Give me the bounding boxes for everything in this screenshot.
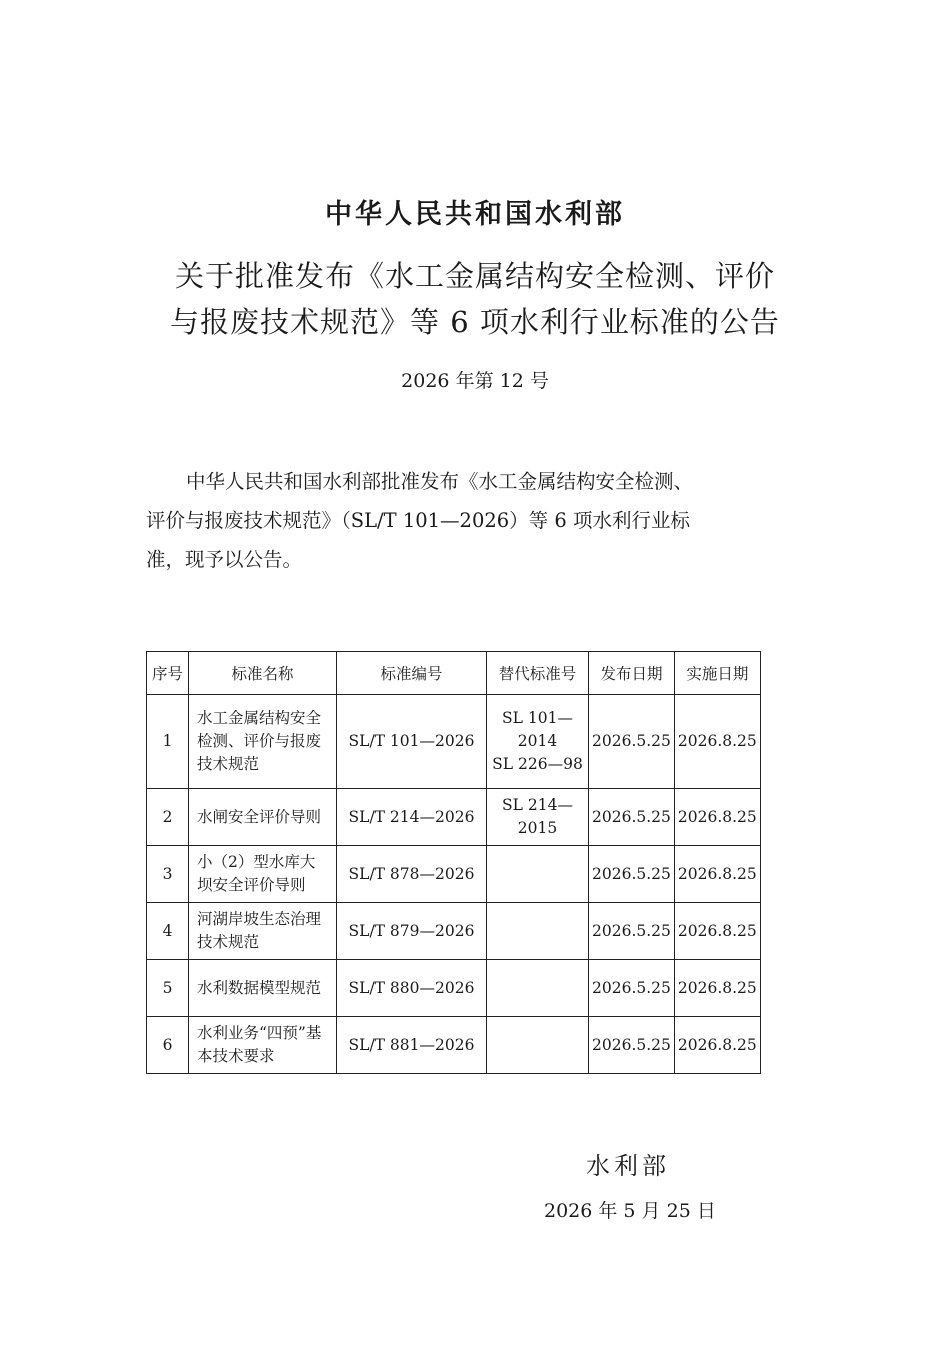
- replaced-standard: [487, 846, 589, 903]
- document-title-line-1: 关于批准发布《水工金属结构安全检测、评价: [174, 259, 775, 293]
- signature-date: 2026 年 5 月 25 日: [544, 1200, 716, 1222]
- table-row: [147, 960, 761, 1017]
- replaced-standard-1: SL 101—2014: [502, 709, 573, 750]
- publish-date: 2026.5.25: [589, 789, 675, 846]
- implement-date: 2026.8.25: [674, 903, 760, 960]
- header-replaced-standard: 替代标准号: [487, 652, 589, 695]
- implement-date: 2026.8.25: [674, 960, 760, 1017]
- standards-table: [146, 651, 761, 1074]
- header-serial-number: 序号: [147, 652, 189, 695]
- standard-name: 水工金属结构安全检测、评价与报废技术规范: [189, 695, 337, 789]
- header-standard-code: 标准编号: [337, 652, 487, 695]
- table-row: [147, 903, 761, 960]
- serial-number: 1: [147, 695, 189, 789]
- table-row: [147, 789, 761, 846]
- serial-number: 2: [147, 789, 189, 846]
- serial-number: 6: [147, 1017, 189, 1074]
- implement-date: 2026.8.25: [674, 1017, 760, 1074]
- implement-date: 2026.8.25: [674, 695, 760, 789]
- replaced-standard: [487, 1017, 589, 1074]
- standard-name: 水利业务“四预”基本技术要求: [189, 1017, 337, 1074]
- standard-name: 小（2）型水库大坝安全评价导则: [189, 846, 337, 903]
- standard-name: 水闸安全评价导则: [189, 789, 337, 846]
- standard-code: SL/T 881—2026: [337, 1017, 487, 1074]
- serial-number: 5: [147, 960, 189, 1017]
- implement-date: 2026.8.25: [674, 789, 760, 846]
- serial-number: 3: [147, 846, 189, 903]
- publish-date: 2026.5.25: [589, 1017, 675, 1074]
- standard-name: 河湖岸坡生态治理技术规范: [189, 903, 337, 960]
- standard-code: SL/T 878—2026: [337, 846, 487, 903]
- issuer-name: 中华人民共和国水利部: [325, 199, 625, 230]
- table-header-row: [147, 652, 761, 695]
- serial-number: 4: [147, 903, 189, 960]
- publish-date: 2026.5.25: [589, 695, 675, 789]
- replaced-standard: [487, 695, 589, 789]
- standard-code: SL/T 101—2026: [337, 695, 487, 789]
- replaced-standard: SL 214—2015: [487, 789, 589, 846]
- header-standard-name: 标准名称: [189, 652, 337, 695]
- standard-code: SL/T 880—2026: [337, 960, 487, 1017]
- header-implement-date: 实施日期: [674, 652, 760, 695]
- replaced-standard: [487, 960, 589, 1017]
- body-text-line-1: 中华人民共和国水利部批准发布《水工金属结构安全检测、: [186, 470, 694, 493]
- table-row: [147, 1017, 761, 1074]
- replaced-standard-2: SL 226—98: [492, 755, 583, 773]
- signature-organization: 水利部: [586, 1152, 670, 1180]
- publish-date: 2026.5.25: [589, 846, 675, 903]
- publish-date: 2026.5.25: [589, 903, 675, 960]
- body-text-line-2: 评价与报废技术规范》（SL/T 101—2026）等 6 项水利行业标: [146, 509, 690, 532]
- implement-date: 2026.8.25: [674, 846, 760, 903]
- publish-date: 2026.5.25: [589, 960, 675, 1017]
- standard-name: 水利数据模型规范: [189, 960, 337, 1017]
- standard-code: SL/T 214—2026: [337, 789, 487, 846]
- document-number: 2026 年第 12 号: [401, 370, 549, 392]
- body-text-line-3: 准，现予以公告。: [146, 548, 303, 571]
- document-title-line-2: 与报废技术规范》等 6 项水利行业标准的公告: [170, 305, 780, 339]
- table-row: [147, 846, 761, 903]
- standard-code: SL/T 879—2026: [337, 903, 487, 960]
- replaced-standard: [487, 903, 589, 960]
- header-publish-date: 发布日期: [589, 652, 675, 695]
- table-row: [147, 695, 761, 789]
